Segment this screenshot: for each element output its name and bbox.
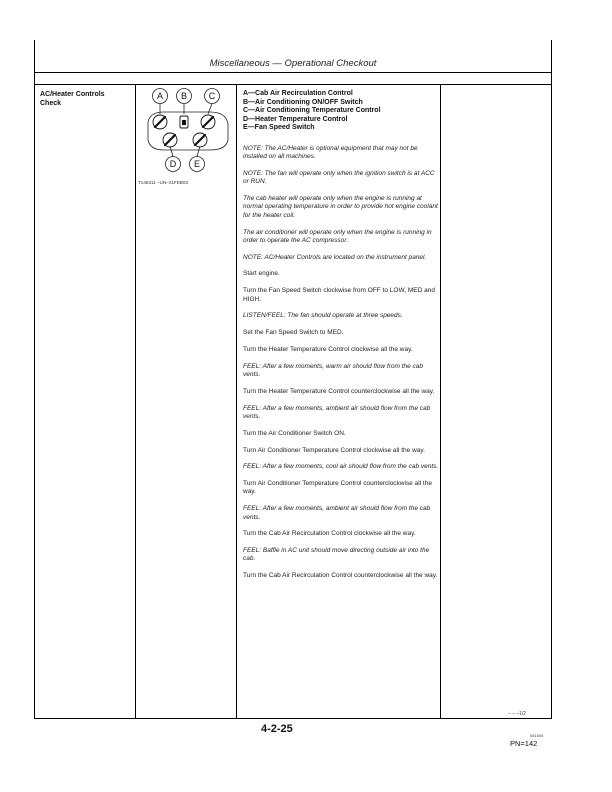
pn-number: PN=142 [510, 739, 538, 748]
section-label-line-2: Check [40, 100, 62, 107]
procedure-paragraph: NOTE: The fan will operate only when the ignition switch is at ACC or RUN. [243, 170, 435, 186]
continuation-mark: – – –1/2 [508, 711, 527, 717]
legend-item: C—Air Conditioning Temperature Control [243, 107, 381, 115]
procedure-paragraph: FEEL: After a few moments, cool air should flow from the cab vents. [243, 463, 439, 471]
date-code: 081505 [530, 733, 544, 738]
procedure-paragraph: Start engine. [243, 270, 280, 278]
procedure-paragraph: Set the Fan Speed Switch to MED. [243, 329, 344, 337]
procedure-paragraph: The air conditioner will operate only when the engine is running in order to operate the AC compressor. [243, 228, 432, 244]
column-divider-left [34, 72, 35, 719]
header-rule [34, 72, 552, 73]
table-bottom-rule [34, 718, 552, 719]
procedure-paragraph: Turn Air Conditioner Temperature Control clockwise all the way. [243, 446, 425, 454]
procedure-paragraph: Turn the Air Conditioner Switch ON. [243, 429, 346, 437]
callout-letter-c: C [208, 91, 216, 102]
section-label [40, 90, 135, 108]
procedure-paragraph: The cab heater will operate only when the engine is running at normal operating temperature in order to provide hot engine coolant for the heater coil. [243, 195, 438, 219]
procedure-paragraph: Turn the Cab Air Recirculation Control clockwise all the way. [243, 530, 416, 538]
procedure-paragraph: NOTE: The AC/Heater is optional equipment that may not be installed on all machines. [243, 145, 418, 161]
callout-letter-b: B [180, 91, 188, 102]
procedure-paragraph: Turn the Heater Temperature Control clockwise all the way. [243, 345, 413, 353]
procedure-paragraph: FEEL: After a few moments, warm air should flow from the cab vents. [243, 362, 424, 379]
procedure-paragraph: FEEL: After a few moments, ambient air should flow from the cab vents. [243, 505, 431, 521]
column-divider-1 [135, 84, 136, 719]
ac-heater-controls-diagram [142, 84, 232, 178]
procedure-text [243, 145, 439, 589]
page-number: 4-2-25 [261, 723, 293, 735]
procedure-paragraph: Turn the Cab Air Recirculation Control counterclockwise all the way. [243, 572, 438, 580]
procedure-paragraph: Turn the Fan Speed Switch clockwise from OFF to LOW, MED and HIGH. [243, 287, 435, 303]
procedure-paragraph: FEEL: After a few moments, ambient air should flow from the cab vents. [243, 404, 431, 420]
legend-item: B—Air Conditioning ON/OFF Switch [243, 98, 363, 106]
figure-caption: T146311 –UN–21FEB03 [138, 180, 188, 185]
table-top-rule [34, 84, 552, 85]
legend-item: D—Heater Temperature Control [243, 115, 348, 123]
legend-item: A—Cab Air Recirculation Control [243, 90, 353, 97]
procedure-paragraph: Turn the Heater Temperature Control counterclockwise all the way. [243, 387, 435, 395]
column-divider-right [551, 72, 552, 719]
procedure-paragraph: NOTE: AC/Heater Controls are located on the instrument panel. [243, 253, 427, 261]
callout-letter-e: E [193, 159, 201, 170]
procedure-paragraph: Turn Air Conditioner Temperature Control counterclockwise all the way. [243, 480, 432, 496]
column-divider-3 [440, 84, 441, 719]
procedure-paragraph: LISTEN/FEEL: The fan should operate at three speeds. [243, 312, 403, 320]
callout-letter-d: D [169, 159, 177, 170]
page-header-title: Miscellaneous — Operational Checkout [209, 58, 377, 69]
callout-letter-a: A [156, 91, 164, 102]
legend-item: E—Fan Speed Switch [243, 124, 315, 132]
section-label-line-1: AC/Heater Controls [40, 91, 105, 98]
callout-legend [243, 90, 438, 133]
column-divider-2 [236, 84, 237, 719]
procedure-paragraph: FEEL: Baffle in AC unit should move directing outside air into the cab. [243, 547, 430, 563]
